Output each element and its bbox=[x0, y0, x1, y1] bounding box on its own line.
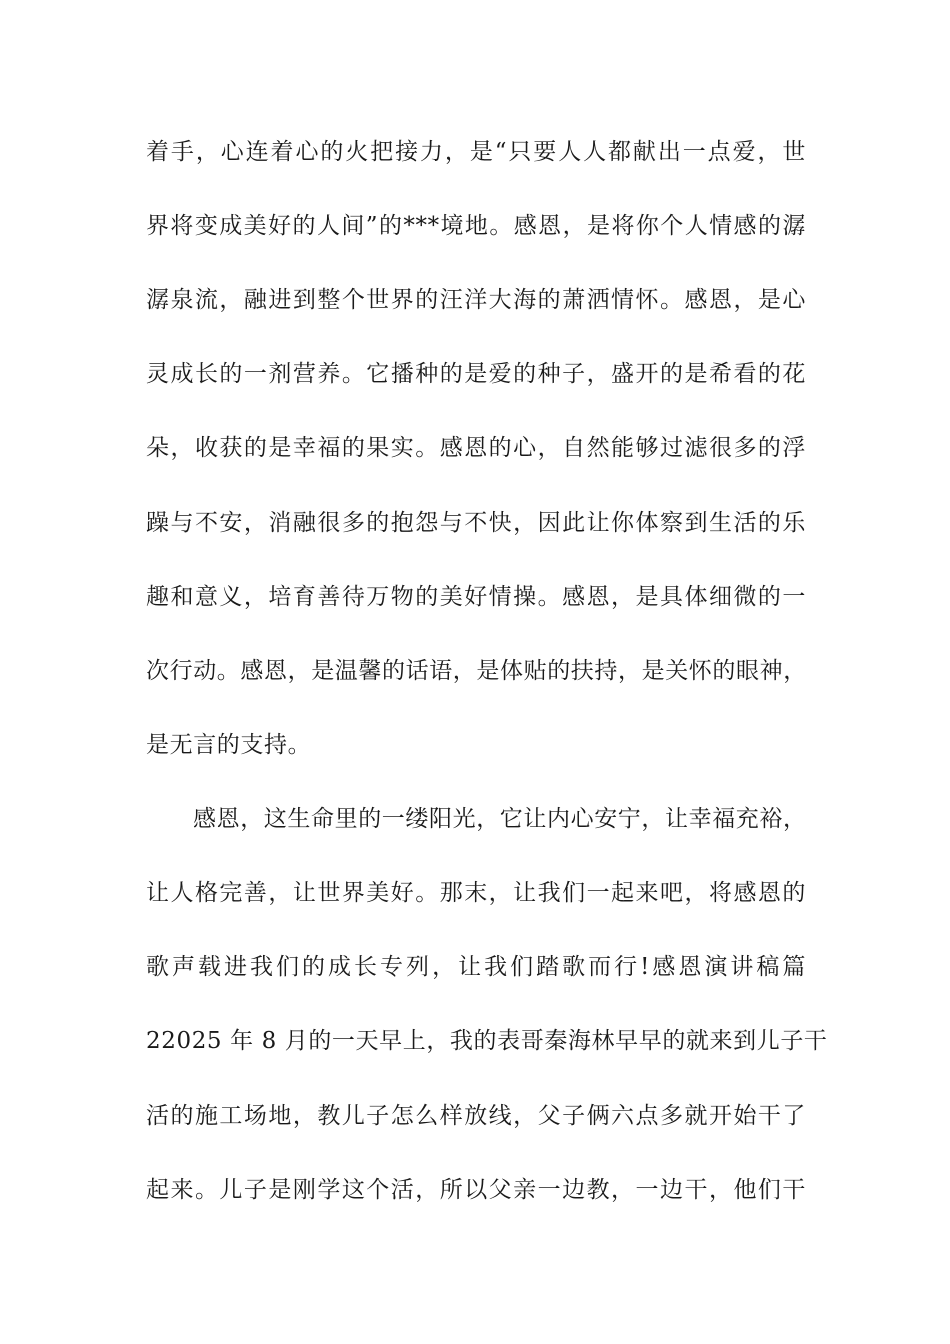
text-line: 着手，心连着心的火把接力，是“只要人人都献出一点爱，世 bbox=[146, 139, 806, 165]
text-line: 让人格完善，让世界美好。那末，让我们一起来吧，将感恩的 bbox=[146, 880, 806, 906]
text-line: 朵，收获的是幸福的果实。感恩的心，自然能够过滤很多的浮 bbox=[146, 435, 806, 461]
text-line: 潺泉流，融进到整个世界的汪洋大海的萧洒情怀。感恩，是心 bbox=[146, 287, 806, 313]
text-line: 感恩，这生命里的一缕阳光，它让内心安宁，让幸福充裕， bbox=[193, 806, 807, 832]
text-line: 起来。儿子是刚学这个活，所以父亲一边教，一边干，他们干 bbox=[146, 1177, 806, 1203]
text-line: 趣和意义，培育善待万物的美好情操。感恩，是具体细微的一 bbox=[146, 584, 806, 610]
text-line: 是无言的支持。 bbox=[146, 732, 312, 758]
text-line: 躁与不安，消融很多的抱怨与不快，因此让你体察到生活的乐 bbox=[146, 510, 806, 536]
text-line: 活的施工场地，教儿子怎么样放线，父子俩六点多就开始干了 bbox=[146, 1103, 806, 1129]
text-line: 22025 年 8 月的一天早上，我的表哥秦海林早早的就来到儿子干 bbox=[146, 1028, 828, 1054]
text-line: 界将变成美好的人间”的***境地。感恩，是将你个人情感的潺 bbox=[146, 213, 806, 239]
text-line: 灵成长的一剂营养。它播种的是爱的种子，盛开的是希看的花 bbox=[146, 361, 806, 387]
text-line: 次行动。感恩，是温馨的话语，是体贴的扶持，是关怀的眼神， bbox=[146, 658, 807, 684]
text-line: 歌声载进我们的成长专列，让我们踏歌而行!感恩演讲稿篇 bbox=[146, 954, 806, 980]
